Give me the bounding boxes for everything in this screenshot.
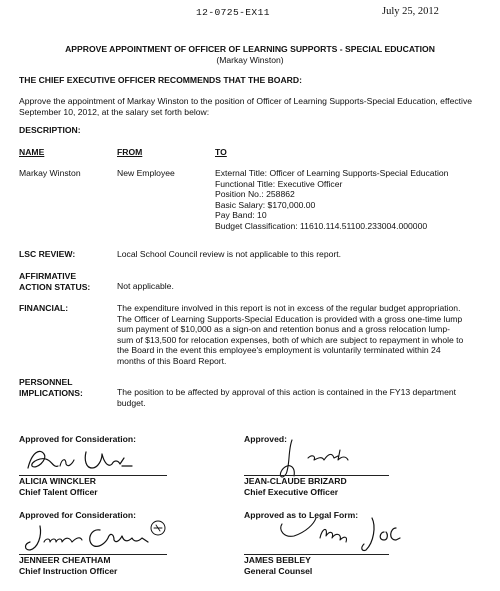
to-line-position-number: Position No.: 258862 [215, 189, 295, 200]
signer-name-ceo: JEAN-CLAUDE BRIZARD [244, 476, 347, 486]
financial-line: months of this Board Report. [117, 355, 227, 366]
financial-line: sum of $13,500 for relocation expenses, both of which are subject to repayment in whole to [117, 334, 464, 345]
affirmative-label-line1: AFFIRMATIVE [19, 271, 77, 281]
approval-heading-legal: Approved as to Legal Form: [244, 510, 359, 520]
personnel-label [19, 377, 83, 398]
affirmative-action-label [19, 271, 90, 292]
financial-line: the Board in the event this employee's employment is voluntarily terminated within 24 [117, 345, 441, 356]
signer-name-talent: ALICIA WINCKLER [19, 476, 97, 486]
approval-heading-instruction: Approved for Consideration: [19, 510, 136, 520]
employee-to-details [215, 168, 448, 232]
signature-image-legal [276, 512, 416, 556]
page-title: APPROVE APPOINTMENT OF OFFICER OF LEARNING SUPPORTS - SPECIAL EDUCATION [65, 44, 435, 54]
to-line-basic-salary: Basic Salary: $170,000.00 [215, 199, 316, 210]
signer-name-legal: JAMES BEBLEY [244, 555, 311, 565]
personnel-line: budget. [117, 397, 146, 408]
signer-title-legal: General Counsel [244, 566, 313, 576]
personnel-text [117, 387, 456, 408]
employee-from: New Employee [117, 168, 175, 178]
column-header-name: NAME [19, 147, 45, 157]
affirmative-action-text: Not applicable. [117, 281, 174, 291]
approval-heading-talent: Approved for Consideration: [19, 434, 136, 444]
report-date: July 25, 2012 [382, 6, 439, 17]
financial-label: FINANCIAL: [19, 303, 69, 313]
column-header-from: FROM [117, 147, 143, 157]
signature-image-talent [22, 446, 142, 476]
to-line-pay-band: Pay Band: 10 [215, 210, 267, 221]
to-line-functional-title: Functional Title: Executive Officer [215, 178, 343, 189]
financial-line: The expenditure involved in this report is not in excess of the regular budget appropriation. [117, 303, 461, 313]
signer-name-instruction: JENNEER CHEATHAM [19, 555, 111, 565]
personnel-label-line2: IMPLICATIONS: [19, 387, 83, 398]
employee-name: Markay Winston [19, 168, 81, 178]
column-header-to: TO [215, 147, 227, 157]
signer-title-talent: Chief Talent Officer [19, 487, 98, 497]
financial-text [117, 303, 463, 367]
report-number: 12-0725-EX11 [196, 7, 270, 18]
to-line-budget-classification: Budget Classification: 11610.114.51100.233004.000000 [215, 220, 428, 231]
lsc-review-text: Local School Council review is not applicable to this report. [117, 249, 342, 259]
financial-line: sum payment of $10,000 as a sign-on and retention bonus and a gross relocation lump- [117, 324, 450, 335]
intro-paragraph: Approve the appointment of Markay Winston to the position of Officer of Learning Supports-Special Education, effective September 10, 2012, at the salary set forth below: [19, 96, 473, 117]
approval-heading-ceo: Approved: [244, 434, 287, 444]
affirmative-label-line2: ACTION STATUS: [19, 281, 91, 292]
signer-title-ceo: Chief Executive Officer [244, 487, 339, 497]
to-line-external-title: External Title: Officer of Learning Supports-Special Education [215, 168, 449, 178]
personnel-line: The position to be affected by approval of this action is contained in the FY13 department [117, 387, 457, 397]
page-subtitle: (Markay Winston) [216, 55, 284, 65]
signer-title-instruction: Chief Instruction Officer [19, 566, 118, 576]
signature-image-instruction [22, 520, 172, 556]
personnel-label-line1: PERSONNEL [19, 377, 73, 387]
description-label: DESCRIPTION: [19, 125, 81, 135]
lsc-review-label: LSC REVIEW: [19, 249, 76, 259]
recommendation-heading: THE CHIEF EXECUTIVE OFFICER RECOMMENDS THAT THE BOARD: [19, 75, 302, 85]
financial-line: The Officer of Learning Supports-Special Education is provided with a gross one-time lump [117, 313, 463, 324]
